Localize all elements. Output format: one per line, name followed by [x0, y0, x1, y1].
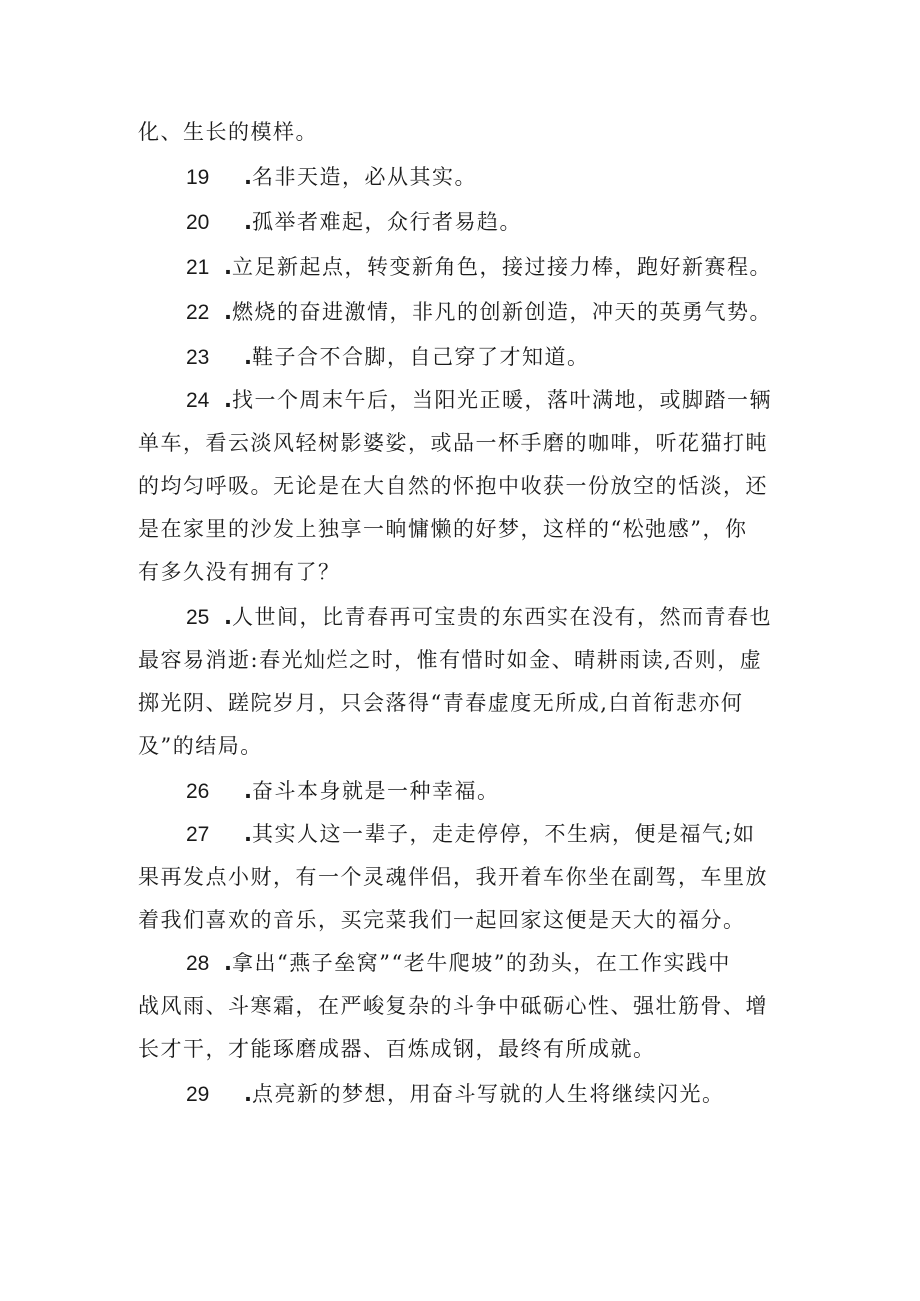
item-number: 22	[186, 301, 210, 324]
list-item-19	[186, 162, 477, 193]
list-item-20	[186, 207, 522, 238]
item-dot: .	[224, 605, 232, 629]
text-line: 长才干，才能琢磨成器、百炼成钢，最终有所成就。	[138, 1037, 656, 1061]
paragraph-28-line-3	[138, 1034, 656, 1064]
list-item-28	[186, 948, 731, 979]
text-line: 点亮新的梦想，用奋斗写就的人生将继续闪光。	[251, 1082, 725, 1106]
paragraph-24-line-3	[138, 471, 768, 501]
paragraph-25-line-2	[138, 645, 762, 675]
text-line: 是在家里的沙发上独享一晌慵懒的好梦，这样的“松弛感”，你	[138, 517, 748, 541]
list-item-29	[186, 1079, 724, 1110]
item-dot: .	[224, 388, 232, 412]
item-number: 27	[186, 823, 210, 846]
list-item-23	[186, 342, 589, 373]
item-number: 26	[186, 780, 210, 803]
text-line: 鞋子合不合脚，自己穿了才知道。	[251, 345, 590, 369]
text-line: 孤举者难起，众行者易趋。	[251, 210, 522, 234]
paragraph-25-line-3	[138, 688, 743, 718]
text-line: 掷光阴、蹉院岁月，只会落得“青春虚度无所成,白首衔悲亦何	[138, 691, 744, 715]
text-line: 果再发点小财，有一个灵魂伴侣，我开着车你坐在副驾，车里放	[138, 865, 768, 889]
item-number: 25	[186, 606, 210, 629]
list-item-25	[186, 602, 772, 633]
list-item-27	[186, 819, 756, 850]
item-number: 21	[186, 256, 210, 279]
list-item-21	[186, 252, 772, 283]
item-number: 24	[186, 389, 210, 412]
item-number: 20	[186, 211, 210, 234]
item-dot: .	[244, 779, 252, 803]
item-dot: .	[244, 345, 252, 369]
item-dot: .	[244, 210, 252, 234]
item-number: 29	[186, 1083, 210, 1106]
text-line: 拿出“燕子垒窝”“老牛爬坡”的劲头，在工作实践中	[231, 951, 731, 975]
list-item-24	[186, 385, 772, 416]
text-line: 有多久没有拥有了？	[138, 560, 341, 584]
item-dot: .	[244, 822, 252, 846]
text-line: 着我们喜欢的音乐，买完菜我们一起回家这便是天大的福分。	[138, 908, 746, 932]
item-number: 19	[186, 166, 210, 189]
paragraph-28-line-2	[138, 991, 768, 1021]
text-line: 名非天造，必从其实。	[251, 165, 477, 189]
paragraph-27-line-2	[138, 862, 768, 892]
text-line: 及”的结局。	[138, 734, 263, 758]
paragraph-27-line-3	[138, 905, 746, 935]
list-item-22	[186, 297, 772, 328]
text-line: 燃烧的奋进激情，非凡的创新创造，冲天的英勇气势。	[231, 300, 772, 324]
text-line: 奋斗本身就是一种幸福。	[251, 779, 500, 803]
text-line: 立足新起点，转变新角色，接过接力棒，跑好新赛程。	[231, 255, 772, 279]
paragraph-24-line-5	[138, 557, 341, 587]
paragraph-18-tail	[138, 117, 318, 147]
text-line: 找一个周末午后，当阳光正暖，落叶满地，或脚踏一辆	[231, 388, 772, 412]
item-dot: .	[224, 951, 232, 975]
item-dot: .	[224, 255, 232, 279]
list-item-26	[186, 776, 499, 807]
paragraph-24-line-2	[138, 428, 768, 458]
paragraph-24-line-4	[138, 514, 747, 544]
item-number: 28	[186, 952, 210, 975]
text-line: 最容易消逝:春光灿烂之时，惟有惜时如金、晴耕雨读,否则，虚	[138, 648, 763, 672]
item-dot: .	[244, 1082, 252, 1106]
text-line: 的均匀呼吸。无论是在大自然的怀抱中收获一份放空的恬淡，还	[138, 474, 768, 498]
text-line: 战风雨、斗寒霜，在严峻复杂的斗争中砥砺心性、强壮筋骨、增	[138, 994, 768, 1018]
paragraph-25-line-4	[138, 731, 263, 761]
text-line: 其实人这一辈子，走走停停，不生病，便是福气;如	[251, 822, 756, 846]
text-line: 化、生长的模样。	[138, 120, 318, 144]
text-line: 人世间，比青春再可宝贵的东西实在没有，然而青春也	[231, 605, 772, 629]
item-dot: .	[244, 165, 252, 189]
text-line: 单车，看云淡风轻树影婆娑，或品一杯手磨的咖啡，听花猫打盹	[138, 431, 768, 455]
item-dot: .	[224, 300, 232, 324]
item-number: 23	[186, 346, 210, 369]
